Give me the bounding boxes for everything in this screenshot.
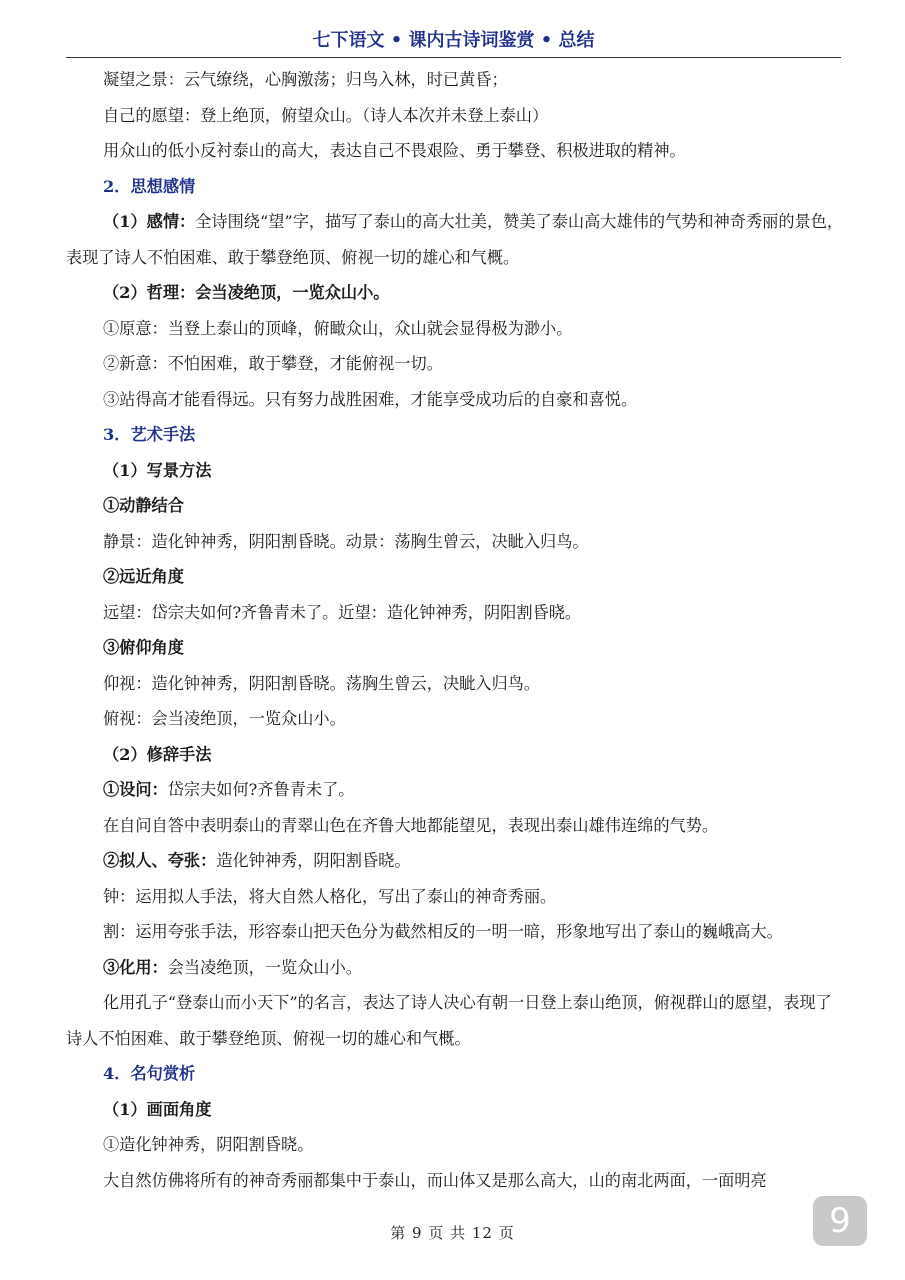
paragraph-text: （1）画面角度 <box>103 1099 212 1119</box>
paragraph-text: 化用孔子“登泰山而小天下”的名言，表达了诗人决心有朝一日登上泰山绝顶，俯视群山的愿望，表现了诗人不怕困难、敢于攀登绝顶、俯视一切的雄心和气概。 <box>66 993 832 1048</box>
paragraph-lead: （1）感情： <box>103 212 196 231</box>
paragraph-text: ①动静结合 <box>103 496 184 515</box>
page-badge <box>813 1196 867 1246</box>
paragraph <box>66 879 844 915</box>
page-number-text: 第 9 页 共 12 页 <box>390 1224 515 1242</box>
paragraph <box>66 914 844 950</box>
paragraph-lead: ③化用： <box>103 957 168 977</box>
paragraph <box>66 524 844 560</box>
paragraph-text: （1）写景方法 <box>103 460 212 480</box>
paragraph-text: ①原意：当登上泰山的顶峰，俯瞰众山，众山就会显得极为渺小。 <box>103 318 573 338</box>
paragraph-text: 仰视：造化钟神秀，阴阳割昏晓。荡胸生曾云，决眦入归鸟。 <box>103 673 541 693</box>
subheading <box>66 275 844 311</box>
paragraph-text: 会当凌绝顶，一览众山小。 <box>167 957 362 977</box>
paragraph <box>66 595 844 631</box>
section-heading <box>66 169 844 205</box>
paragraph-lead: ①设问： <box>103 780 168 799</box>
paragraph-text: 4．名句赏析 <box>103 1064 196 1083</box>
paragraph-text: 岱宗夫如何?齐鲁青未了。 <box>167 780 355 799</box>
paragraph-text: ②远近角度 <box>103 567 184 586</box>
paragraph-text: 用众山的低小反衬泰山的高大，表达自己不畏艰险、勇于攀登、积极进取的精神。 <box>103 141 686 160</box>
paragraph-text: 俯视：会当凌绝顶，一览众山小。 <box>103 709 346 728</box>
paragraph-text: 全诗围绕“望”字，描写了泰山的高大壮美，赞美了泰山高大雄伟的气势和神奇秀丽的景色，表现了诗人不怕困难、敢于攀登绝顶、俯视一切的雄心和气概。 <box>66 212 844 267</box>
paragraph <box>66 98 844 134</box>
paragraph <box>66 382 844 418</box>
paragraph <box>66 133 844 169</box>
paragraph-text: 大自然仿佛将所有的神奇秀丽都集中于泰山，而山体又是那么高大，山的南北两面，一面明亮 <box>103 1170 767 1190</box>
subheading <box>66 488 844 524</box>
paragraph-text: 3．艺术手法 <box>103 425 196 444</box>
paragraph <box>66 701 844 737</box>
paragraph <box>66 666 844 702</box>
subheading <box>66 1092 844 1128</box>
paragraph <box>66 950 844 986</box>
paragraph-text: 静景：造化钟神秀，阴阳割昏晓。动景：荡胸生曾云，决眦入归鸟。 <box>103 531 589 551</box>
paragraph-text: 凝望之景：云气缭绕，心胸激荡；归鸟入林，时已黄昏； <box>103 70 508 89</box>
paragraph-text: 钟：运用拟人手法，将大自然人格化，写出了泰山的神奇秀丽。 <box>103 886 557 906</box>
subheading <box>66 630 844 666</box>
paragraph <box>66 1163 844 1199</box>
paragraph-text: ①造化钟神秀，阴阳割昏晓。 <box>103 1135 314 1154</box>
paragraph-text: 2．思想感情 <box>103 176 196 196</box>
paragraph-text: 在自问自答中表明泰山的青翠山色在齐鲁大地都能望见，表现出泰山雄伟连绵的气势。 <box>103 815 719 835</box>
subheading <box>66 559 844 595</box>
paragraph-text: （2）哲理：会当凌绝顶，一览众山小。 <box>103 283 390 302</box>
document-body <box>66 62 844 1198</box>
paragraph <box>66 808 844 844</box>
paragraph <box>66 346 844 382</box>
paragraph <box>66 62 844 98</box>
subheading <box>66 737 844 773</box>
paragraph <box>66 772 844 808</box>
paragraph-text: 自己的愿望：登上绝顶，俯望众山。（诗人本次并未登上泰山） <box>103 105 549 125</box>
paragraph <box>66 311 844 347</box>
paragraph-text: ②新意：不怕困难，敢于攀登，才能俯视一切。 <box>103 354 443 373</box>
paragraph-lead: ②拟人、夸张： <box>103 851 217 870</box>
paragraph-text: 割：运用夸张手法，形容泰山把天色分为截然相反的一明一暗，形象地写出了泰山的巍峨高大。 <box>103 922 783 941</box>
paragraph-text: ③俯仰角度 <box>103 638 184 657</box>
paragraph <box>66 843 844 879</box>
section-heading <box>66 1056 844 1092</box>
section-heading <box>66 417 844 453</box>
paragraph <box>66 1127 844 1163</box>
page-badge-number: 9 <box>829 1201 851 1241</box>
page-footer <box>0 1222 905 1243</box>
header-title: 七下语文 • 课内古诗词鉴赏 • 总结 <box>312 30 595 51</box>
subheading <box>66 453 844 489</box>
page-header <box>66 24 841 58</box>
paragraph <box>66 985 844 1056</box>
paragraph <box>66 204 844 275</box>
paragraph-text: 远望：岱宗夫如何?齐鲁青未了。近望：造化钟神秀，阴阳割昏晓。 <box>103 602 582 622</box>
paragraph-text: （2）修辞手法 <box>103 744 212 764</box>
paragraph-text: ③站得高才能看得远。只有努力战胜困难，才能享受成功后的自豪和喜悦。 <box>103 389 638 409</box>
paragraph-text: 造化钟神秀，阴阳割昏晓。 <box>216 851 411 870</box>
